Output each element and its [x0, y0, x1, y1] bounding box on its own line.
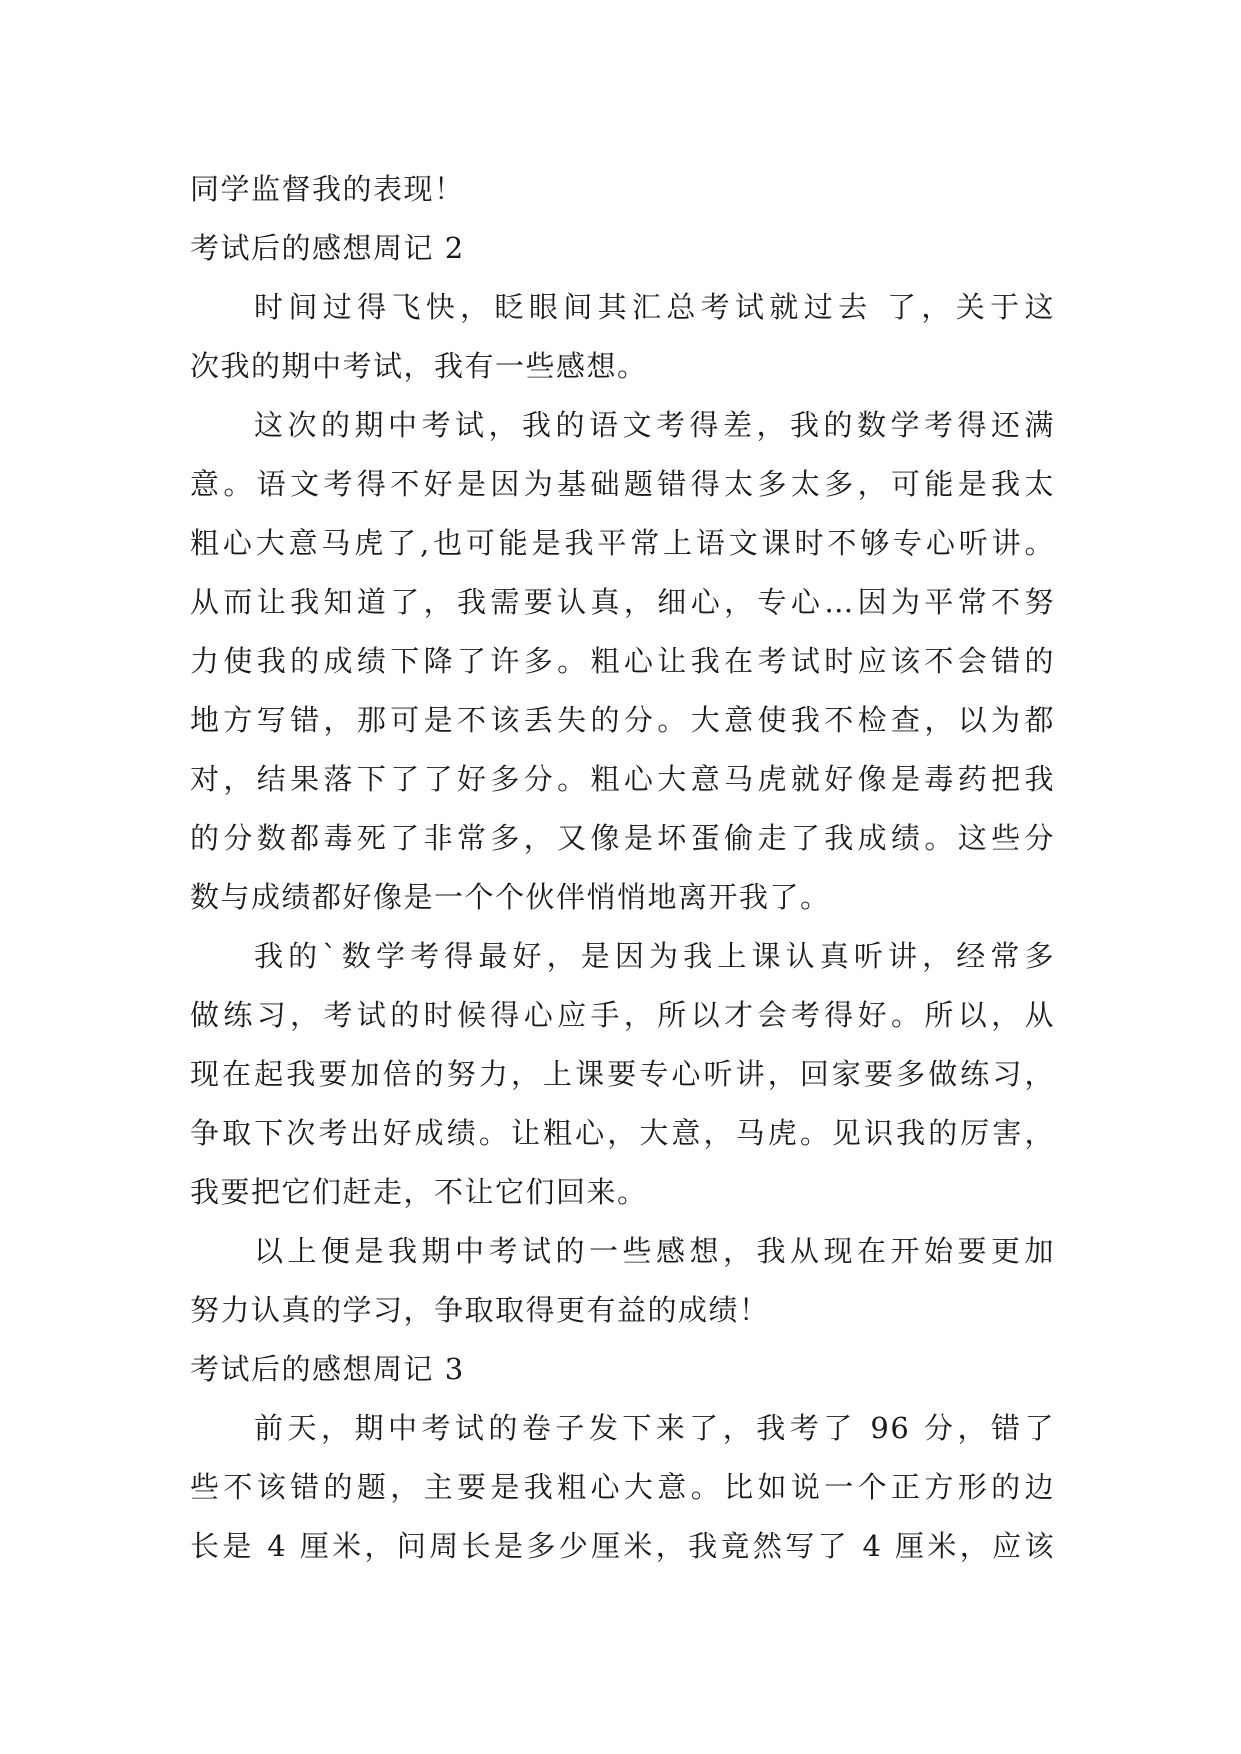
text-line: 努力认真的学习，争取取得更有益的成绩！: [190, 1293, 770, 1327]
text-line: 的分数都毒死了非常多，又像是坏蛋偷走了我成绩。这些分: [190, 821, 1055, 855]
text-line: 从而让我知道了，我需要认真，细心，专心…因为平常不努: [190, 585, 1055, 619]
section-heading: 考试后的感想周记 2: [190, 231, 465, 265]
document-page: [190, 160, 1055, 1576]
text-line: 意。语文考得不好是因为基础题错得太多太多，可能是我太: [190, 467, 1055, 501]
text-line: 次我的期中考试，我有一些感想。: [190, 349, 648, 383]
text-line: 争取下次考出好成绩。让粗心，大意，马虎。见识我的厉害，: [190, 1116, 1055, 1150]
text-line: 同学监督我的表现！: [190, 172, 465, 206]
text-line: 些不该错的题，主要是我粗心大意。比如说一个正方形的边: [190, 1470, 1055, 1504]
text-line: 地方写错，那可是不该丢失的分。大意使我不检查，以为都: [190, 703, 1055, 737]
text-line: 粗心大意马虎了,也可能是我平常上语文课时不够专心听讲。: [190, 526, 1055, 560]
text-line: 以上便是我期中考试的一些感想，我从现在开始要更加: [254, 1234, 1055, 1268]
text-line: 长是 4 厘米，问周长是多少厘米，我竟然写了 4 厘米，应该: [190, 1529, 1055, 1563]
text-line: 这次的期中考试，我的语文考得差，我的数学考得还满: [254, 408, 1055, 442]
text-line: 做练习，考试的时候得心应手，所以才会考得好。所以，从: [190, 998, 1055, 1032]
text-line: 力使我的成绩下降了许多。粗心让我在考试时应该不会错的: [190, 644, 1055, 678]
text-line: 我的`数学考得最好，是因为我上课认真听讲，经常多: [254, 939, 1055, 973]
text-line: 对，结果落下了了好多分。粗心大意马虎就好像是毒药把我: [190, 762, 1055, 796]
section-heading: 考试后的感想周记 3: [190, 1352, 465, 1386]
text-line: 现在起我要加倍的努力，上课要专心听讲，回家要多做练习，: [190, 1057, 1055, 1091]
text-line: 前天，期中考试的卷子发下来了，我考了 96 分，错了: [254, 1411, 1055, 1445]
text-line: 我要把它们赶走，不让它们回来。: [190, 1175, 648, 1209]
text-line: 时间过得飞快，眨眼间其汇总考试就过去 了，关于这: [254, 290, 1055, 324]
text-line: 数与成绩都好像是一个个伙伴悄悄地离开我了。: [190, 880, 831, 914]
